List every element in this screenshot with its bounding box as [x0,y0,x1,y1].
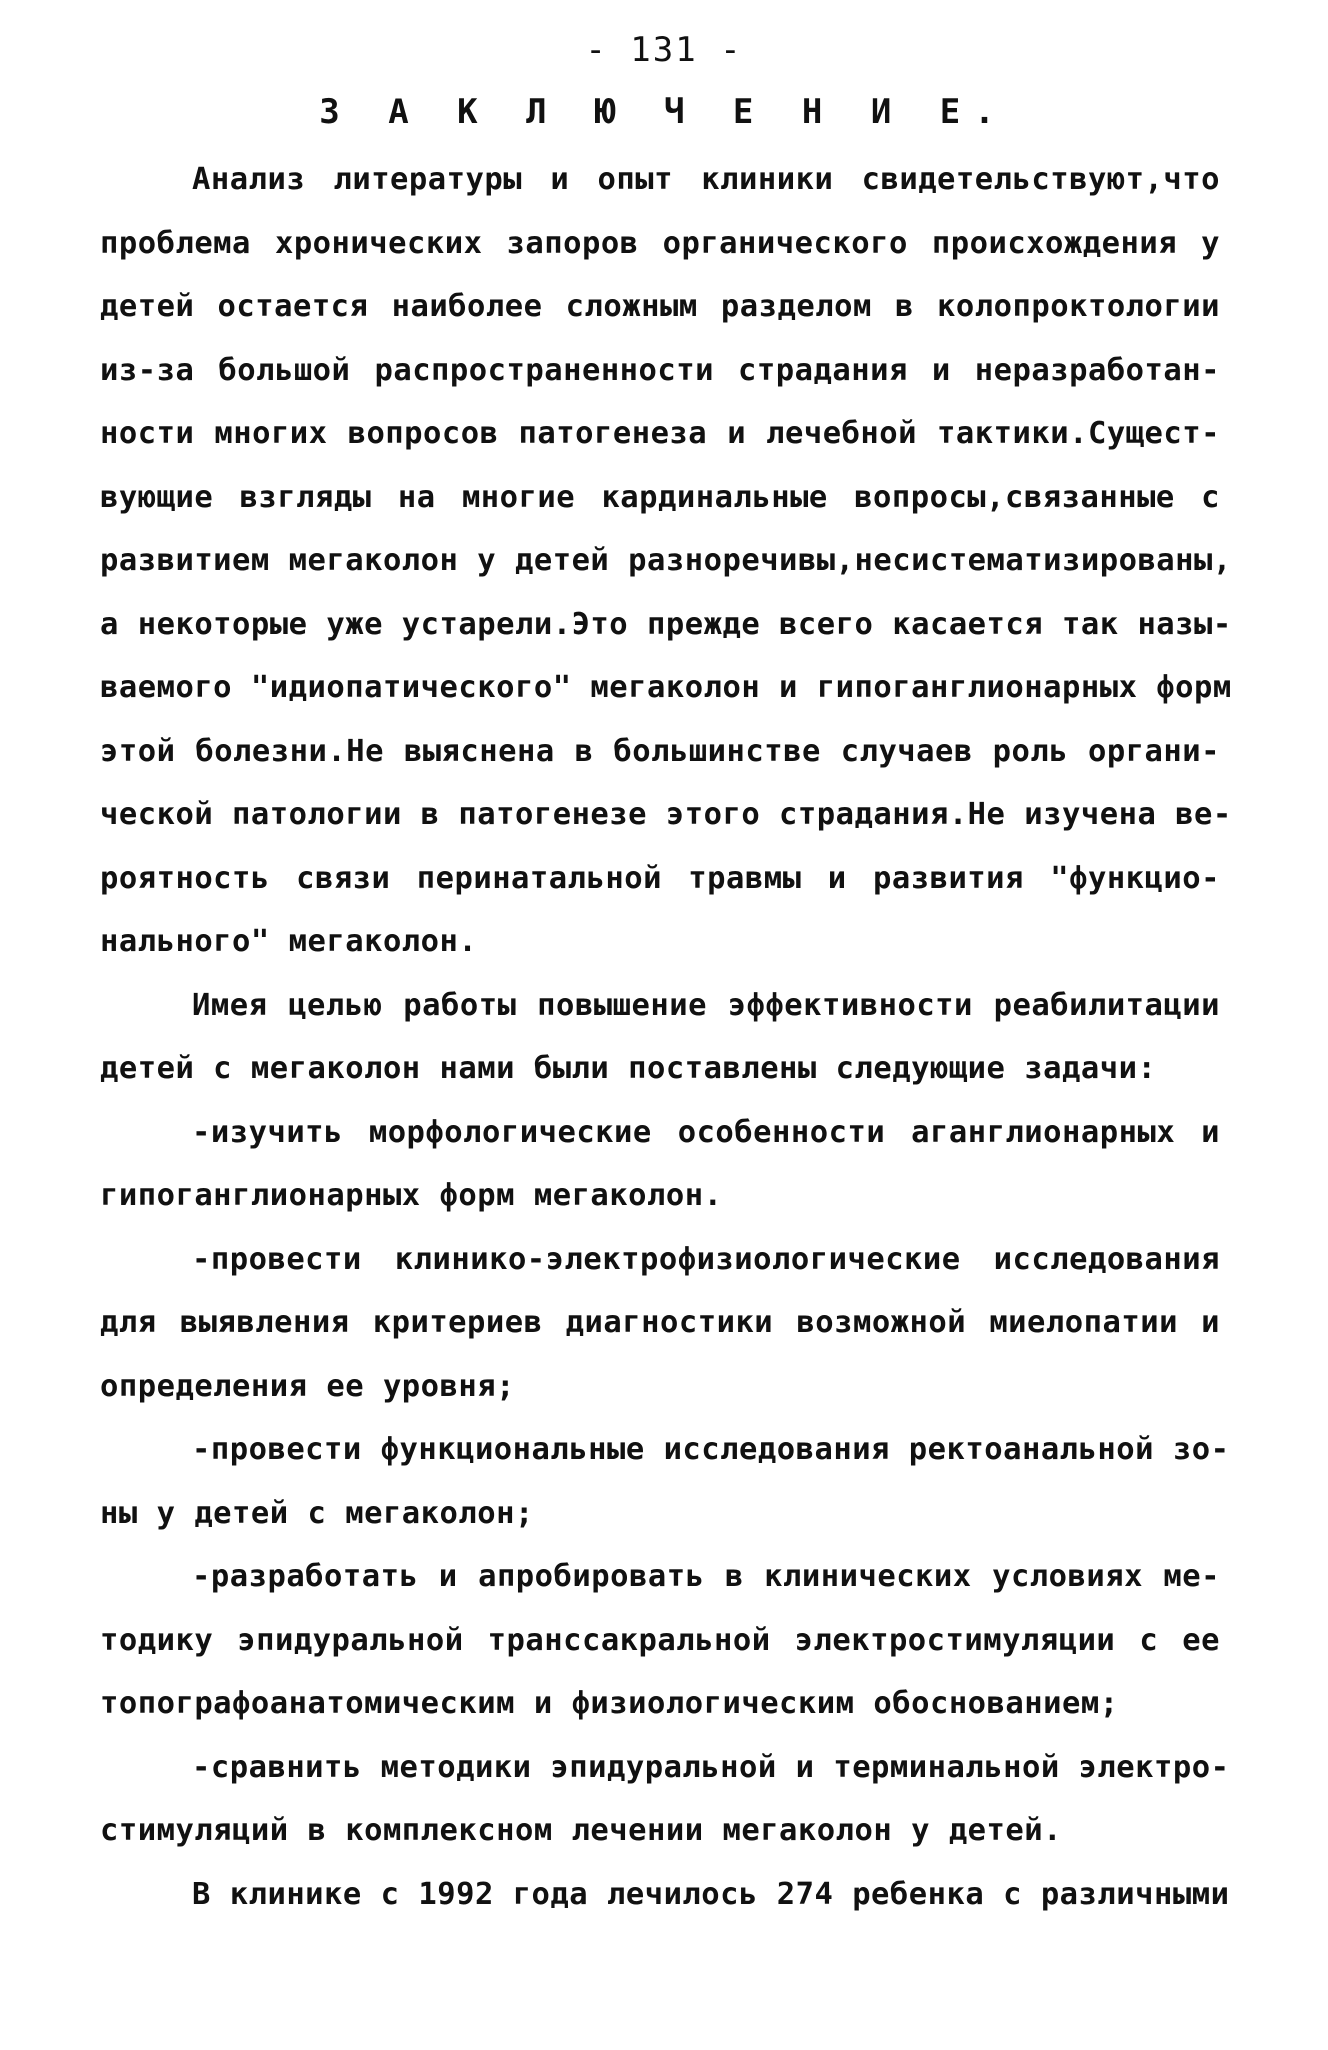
text-line: ности многих вопросов патогенеза и лечебной тактики.Сущест- [100,416,1220,451]
text-line: детей остается наиболее сложным разделом в колопроктологии [100,289,1220,324]
text-line: ваемого "идиопатического" мегаколон и гипоганглионарных форм [100,670,1232,705]
text-line: ческой патологии в патогенезе этого страдания.Не изучена ве- [100,797,1232,832]
text-line: топографоанатомическим и физиологическим обоснованием; [100,1686,1119,1721]
text-line: Имея целью работы повышение эффективности реабилитации [192,987,1220,1023]
page-number: - 131 - [585,30,743,70]
text-line: -сравнить методики эпидуральной и терминальной электро- [192,1749,1230,1785]
text-line: стимуляций в комплексном лечении мегаколон у детей. [100,1813,1062,1848]
text-line: гипоганглионарных форм мегаколон. [100,1178,723,1213]
text-line: Анализ литературы и опыт клиники свидетельствуют,что [192,162,1220,197]
text-line: -провести функциональные исследования ректоанальной зо- [192,1432,1230,1467]
text-line: этой болезни.Не выяснена в большинстве случаев роль органи- [100,733,1220,769]
text-line: развитием мегаколон у детей разноречивы,несистематизированы, [100,543,1232,578]
section-heading: З А К Л Ю Ч Е Н И Е. [319,92,1009,132]
text-line: вующие взгляды на многие кардинальные вопросы,связанные с [100,479,1220,515]
text-line: из-за большой распространенности страдания и неразработан- [100,352,1220,388]
text-line: -разработать и апробировать в клинических условиях ме- [192,1559,1220,1594]
text-line: -изучить морфологические особенности аганглионарных и [192,1114,1220,1150]
text-line: В клинике с 1992 года лечилось 274 ребенка с различными [192,1876,1230,1912]
text-line: для выявления критериев диагностики возможной миелопатии и [100,1305,1220,1340]
text-line: определения ее уровня; [100,1368,515,1404]
text-line: роятность связи перинатальной травмы и развития "функцио- [100,860,1220,896]
text-line: тодику эпидуральной транссакральной электростимуляции с ее [100,1622,1220,1658]
text-line: детей с мегаколон нами были поставлены следующие задачи: [100,1051,1157,1086]
text-line: а некоторые уже устарели.Это прежде всего касается так назы- [100,606,1232,642]
text-line: -провести клинико-электрофизиологические исследования [192,1241,1220,1277]
text-line: ны у детей с мегаколон; [100,1495,534,1531]
text-line: нального" мегаколон. [100,924,478,959]
body-text [100,148,1232,1926]
text-line: проблема хронических запоров органического происхождения у [100,225,1220,261]
